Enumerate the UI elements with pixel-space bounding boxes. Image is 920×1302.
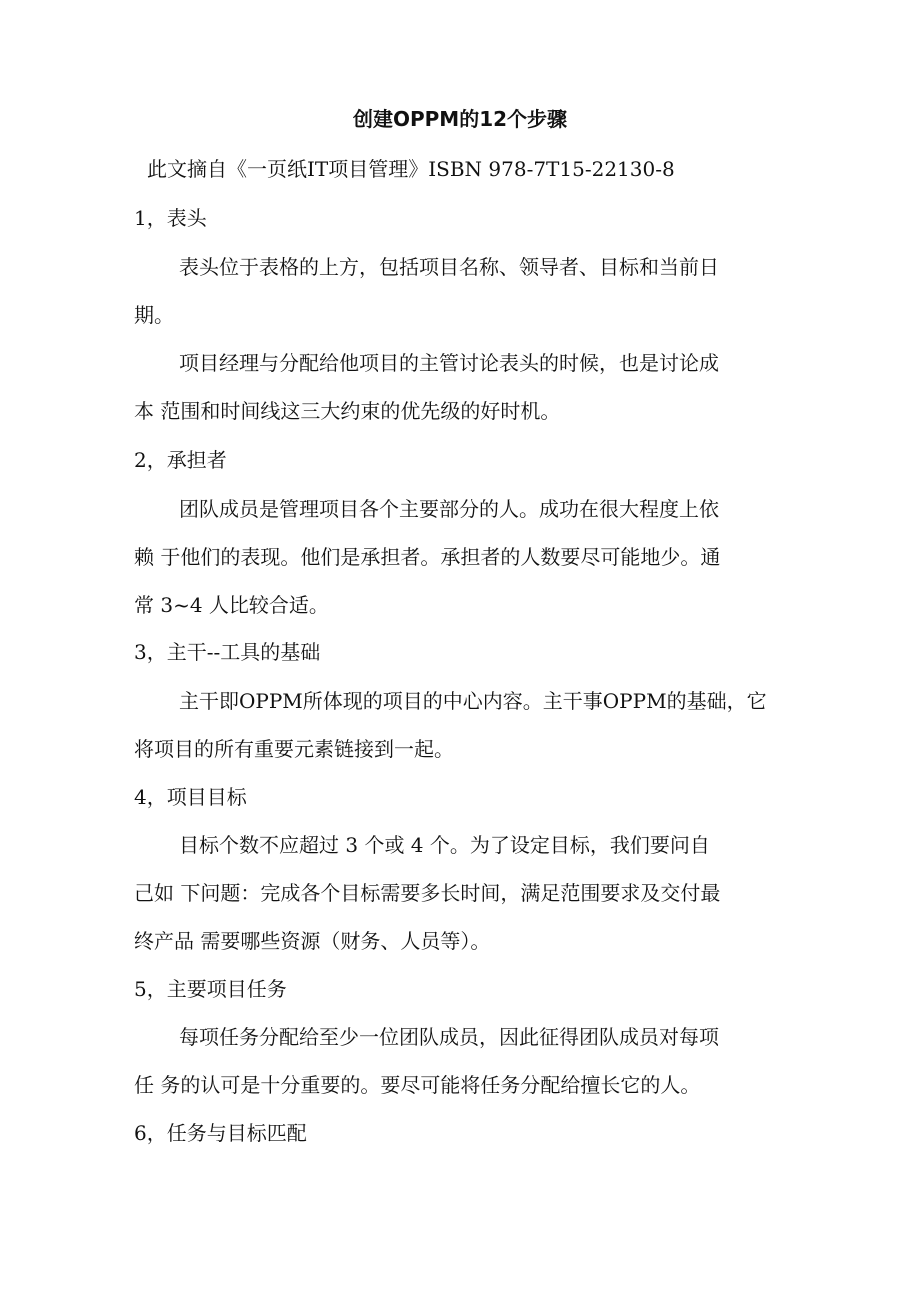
paragraph-line: 赖 于他们的表现。他们是承担者。承担者的人数要尽可能地少。通 [134, 545, 721, 569]
paragraph-line: 每项任务分配给至少一位团队成员，因此征得团队成员对每项 [179, 1025, 719, 1049]
source-citation: 此文摘自《一页纸IT项目管理》ISBN 978-7T15-22130-8 [147, 157, 675, 181]
section-heading-3: 3，主干--工具的基础 [134, 640, 321, 664]
paragraph-line: 团队成员是管理项目各个主要部分的人。成功在很大程度上依 [179, 497, 719, 521]
section-heading-6: 6，任务与目标匹配 [134, 1121, 307, 1145]
paragraph-line: 常 3~4 人比较合适。 [134, 593, 329, 617]
paragraph-line: 表头位于表格的上方，包括项目名称、领导者、目标和当前日 [179, 255, 719, 279]
paragraph-line: 主干即OPPM所体现的项目的中心内容。主干事OPPM的基础，它 [179, 689, 767, 713]
paragraph-line: 终产品 需要哪些资源（财务、人员等）。 [134, 929, 491, 953]
paragraph-line: 项目经理与分配给他项目的主管讨论表头的时候，也是讨论成 [179, 351, 719, 375]
document-title: 创建OPPM的12个步骤 [352, 107, 568, 131]
section-heading-2: 2，承担者 [134, 448, 227, 472]
paragraph-line: 己如 下问题：完成各个目标需要多长时间，满足范围要求及交付最 [134, 881, 721, 905]
section-heading-1: 1，表头 [134, 206, 207, 230]
paragraph-line: 目标个数不应超过 3 个或 4 个。为了设定目标，我们要问自 [179, 833, 710, 857]
section-heading-5: 5，主要项目任务 [134, 977, 287, 1001]
paragraph-line: 任 务的认可是十分重要的。要尽可能将任务分配给擅长它的人。 [134, 1073, 701, 1097]
paragraph-line: 将项目的所有重要元素链接到一起。 [134, 737, 454, 761]
paragraph-line: 本 范围和时间线这三大约束的优先级的好时机。 [134, 399, 561, 423]
paragraph-line: 期。 [134, 303, 174, 327]
section-heading-4: 4，项目目标 [134, 785, 247, 809]
